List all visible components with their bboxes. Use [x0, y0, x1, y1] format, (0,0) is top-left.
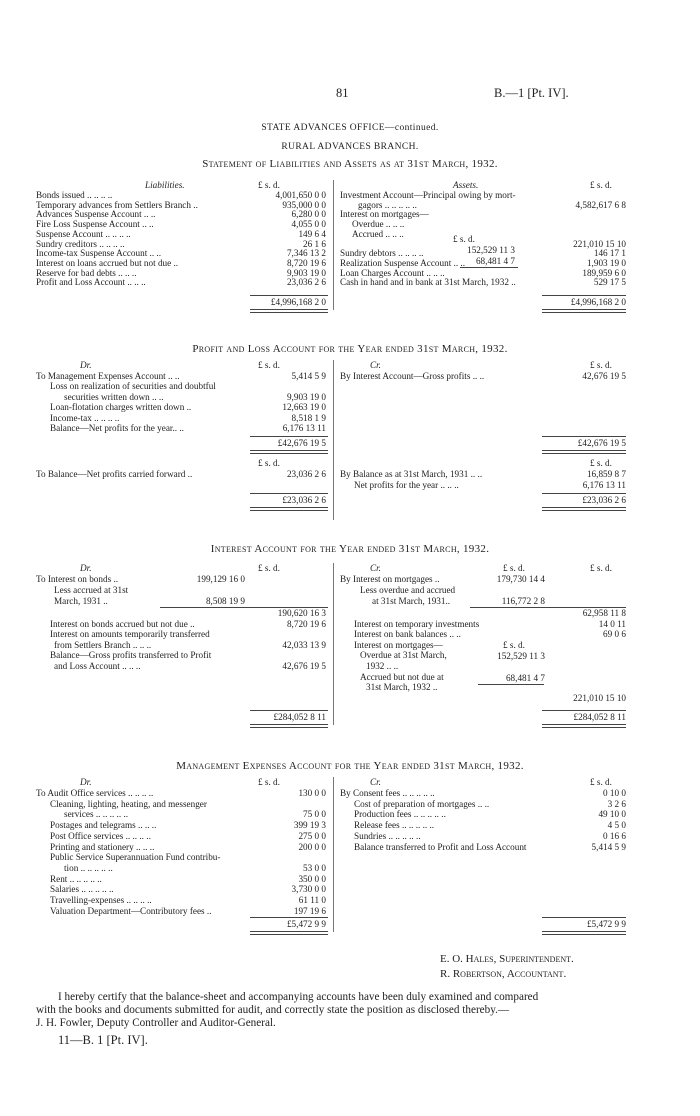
cr-label: Cr. — [370, 777, 381, 787]
ia-credit-row-label: Accrued but not due at — [360, 671, 444, 682]
assets-heading: Assets. — [453, 180, 479, 190]
me-debit-row-value: 197 19 6 — [293, 905, 326, 916]
me-credit-row-label: Release fees .. .. .. .. .. — [354, 820, 435, 831]
lsd-header: £ s. d. — [590, 777, 612, 787]
pl-debit-row-label: Balance—Net profits for the year.. .. — [50, 423, 184, 433]
liability-row-label: Bonds issued .. .. .. .. — [36, 190, 113, 200]
ia-cr-less-value: 116,772 2 8 — [501, 596, 545, 606]
me-debit-row-label: To Audit Office services .. .. .. .. — [36, 788, 154, 798]
ia-debit-row-label: Balance—Gross profits transferred to Profit — [50, 650, 212, 661]
double-rule — [542, 931, 626, 935]
liability-row-label: Interest on loans accrued but not due .. — [36, 257, 179, 268]
double-rule — [250, 507, 328, 511]
ia-credit-row-value: 62,958 11 8 — [582, 608, 626, 618]
signature-accountant: R. Robertson, Accountant. — [440, 968, 567, 980]
ia-debit-row-value: 190,620 16 3 — [277, 608, 326, 618]
pl-debit-row-value: 6,176 13 11 — [282, 423, 326, 433]
pl-credit2-row-label: By Balance as at 31st March, 1931 .. .. — [340, 469, 483, 479]
asset-row-value: 146 17 1 — [593, 248, 626, 259]
lsd-header: £ s. d. — [258, 777, 280, 787]
ia-cr-less-label-2: at 31st March, 1931.. — [372, 596, 451, 606]
asset-row-label: Overdue .. .. .. — [352, 219, 405, 230]
pl-debit-row-value: 8,518 1 9 — [291, 412, 326, 423]
pl-credit2-row-value: 16,859 8 7 — [586, 469, 626, 479]
interest-accrued-value: 68,481 4 7 — [475, 256, 515, 266]
ia-credit-row-label: Overdue at 31st March, — [360, 650, 447, 661]
double-rule — [542, 724, 626, 728]
ia-cr-less-label: Less overdue and accrued — [360, 585, 456, 595]
dr-label: Dr. — [80, 777, 92, 787]
asset-row-label: Realization Suspense Account .. .. — [340, 257, 466, 268]
assets-total: £4,996,168 2 0 — [570, 297, 626, 307]
me-debit-row-label: Public Service Superannuation Fund contribu- — [50, 852, 221, 863]
me-debit-row-value: 200 0 0 — [298, 841, 326, 852]
ia-debit-row-value: 42,676 19 5 — [282, 661, 326, 671]
pl-credit-row-label: By Interest Account—Gross profits .. .. — [340, 371, 485, 381]
liability-row-label: Fire Loss Suspense Account .. .. — [36, 219, 154, 230]
asset-row-label: Sundry debtors .. .. .. .. — [340, 248, 424, 259]
me-credit-row-value: 5,414 5 9 — [591, 841, 626, 852]
ia-sub-lsd: £ s. d. — [503, 640, 525, 650]
ia-credit-total: £284,052 8 11 — [573, 712, 626, 722]
me-credit-row-label: Balance transferred to Profit and Loss Account — [354, 841, 527, 852]
certificate-line-1: I hereby certify that the balance-sheet and accompanying accounts have been duly examined and compared — [58, 991, 539, 1003]
me-debit-row-label: Printing and stationery .. .. .. — [50, 841, 155, 852]
pl-debit2-label: To Balance—Net profits carried forward .. — [36, 469, 193, 479]
interest-sub-lsd: £ s. d. — [453, 234, 475, 244]
total-rule — [250, 295, 328, 296]
liability-row-label: Advances Suspense Account .. .. — [36, 209, 156, 220]
me-credit-row-value: 0 10 0 — [603, 788, 626, 798]
asset-row-value: 4,582,617 6 8 — [575, 199, 626, 210]
liabilities-heading: Liabilities. — [145, 180, 185, 190]
me-debit-row-label: Cleaning, lighting, heating, and messenger — [50, 798, 207, 809]
liability-row-value: 26 1 6 — [303, 238, 326, 249]
me-debit-row-label: tion .. .. .. .. .. — [64, 862, 113, 873]
balance-sheet-title: Statement of Liabilities and Assets as at 31st March, 1932. — [202, 158, 498, 170]
ia-credit-row-label: Interest on bank balances .. .. — [354, 629, 461, 640]
me-debit-row-label: Travelling-expenses .. .. .. .. — [50, 895, 152, 905]
lsd-header: £ s. d. — [258, 360, 280, 370]
pl-credit-total-2: £23,036 2 6 — [582, 495, 626, 505]
liability-row-value: 6,280 0 0 — [291, 209, 326, 220]
asset-row-value: 1,903 19 0 — [586, 257, 626, 268]
asset-row-label: Cash in hand and in bank at 31st March, 1932 .. — [340, 277, 516, 288]
certificate-line-2: with the books and documents submitted for audit, and correctly state the position as disclosed thereby.— — [36, 1004, 510, 1016]
total-rule — [250, 493, 328, 494]
lsd-header: £ s. d. — [590, 458, 612, 468]
double-rule — [250, 309, 328, 313]
dr-label: Dr. — [80, 563, 92, 573]
me-credit-row-value: 49 10 0 — [598, 809, 626, 820]
subtotal-rule — [460, 267, 518, 268]
me-debit-row-value: 75 0 0 — [303, 809, 326, 820]
ia-credit-row-value: 69 0 6 — [603, 629, 626, 640]
pl-debit-row-label: securities written down .. .. — [64, 391, 164, 402]
pl-debit-total-2: £23,036 2 6 — [282, 495, 326, 505]
total-rule — [542, 436, 626, 437]
total-rule — [542, 710, 626, 711]
pl-credit-row-value: 42,676 19 5 — [582, 371, 626, 381]
liability-row-value: 149 6 4 — [298, 228, 326, 239]
ia-credit-row-label: Interest on mortgages— — [354, 639, 443, 650]
me-debit-row-label: Salaries .. .. .. .. .. — [50, 884, 114, 895]
me-debit-row-label: Post Office services .. .. .. .. — [50, 830, 151, 841]
double-rule — [542, 309, 626, 313]
me-credit-row-value: 4 5 0 — [607, 820, 626, 831]
ia-less-value: 8,508 19 9 — [205, 596, 245, 606]
pl-debit-row-label: Loan-flotation charges written down .. — [50, 402, 192, 413]
lsd-header: £ s. d. — [590, 360, 612, 370]
asset-row-label: Investment Account—Principal owing by mort- — [340, 190, 516, 200]
ia-debit-row-value: 8,720 19 6 — [286, 618, 326, 629]
column-divider — [333, 777, 334, 932]
double-rule — [542, 507, 626, 511]
me-credit-row-label: By Consent fees .. .. .. .. .. — [340, 788, 435, 798]
ia-debit-row-label: Interest on amounts temporarily transferred — [50, 629, 210, 640]
pl-debit-row-label: To Management Expenses Account .. .. — [36, 371, 180, 381]
me-credit-row-value: 0 16 6 — [603, 830, 626, 841]
ia-accrued-value: 68,481 4 7 — [505, 673, 545, 683]
liability-row-label: Sundry creditors .. .. .. .. — [36, 238, 125, 249]
me-debit-row-value: 130 0 0 — [298, 788, 326, 798]
profit-loss-title: Profit and Loss Account for the Year ended 31st March, 1932. — [192, 343, 508, 355]
me-credit-total: £5,472 9 9 — [586, 919, 626, 929]
pl-debit-row-label: Income-tax .. .. .. .. — [50, 412, 120, 423]
ia-debit-row-label: and Loss Account .. .. .. — [54, 661, 141, 671]
ia-debit-total: £284,052 8 11 — [273, 712, 326, 722]
interest-overdue-value: 152,529 11 3 — [467, 245, 515, 255]
liability-row-value: 23,036 2 6 — [286, 277, 326, 288]
ia-debit-row-label: from Settlers Branch .. .. .. — [54, 639, 152, 650]
double-rule — [542, 450, 626, 454]
ia-bonds-value: 199,129 16 0 — [196, 574, 245, 584]
page-footer: 11—B. 1 [Pt. IV]. — [58, 1033, 148, 1047]
ia-debit-row-value: 42,033 13 9 — [282, 639, 326, 650]
subtotal-rule — [478, 684, 544, 685]
pl-debit-total: £42,676 19 5 — [277, 438, 326, 448]
total-rule — [250, 917, 328, 918]
me-credit-row-label: Sundries .. .. .. .. .. — [354, 830, 421, 841]
lsd-header: £ s. d. — [258, 458, 280, 468]
pl-debit-row-value: 9,903 19 0 — [286, 391, 326, 402]
me-debit-row-value: 350 0 0 — [298, 873, 326, 884]
asset-row-label: Interest on mortgages— — [340, 209, 429, 220]
me-debit-row-value: 53 0 0 — [303, 862, 326, 873]
office-heading: STATE ADVANCES OFFICE—continued. — [261, 123, 439, 133]
cr-label: Cr. — [370, 563, 381, 573]
asset-row-label: Loan Charges Account .. .. .. — [340, 267, 445, 278]
column-divider — [333, 360, 334, 520]
asset-row-value: 221,010 15 10 — [573, 238, 626, 249]
me-credit-row-value: 3 2 6 — [607, 798, 626, 809]
me-credit-row-label: Production fees .. .. .. .. .. — [354, 809, 446, 820]
lsd-header: £ s. d. — [590, 563, 612, 573]
liability-row-label: Temporary advances from Settlers Branch .. — [36, 199, 198, 210]
total-rule — [542, 295, 626, 296]
double-rule — [250, 724, 328, 728]
me-credit-row-label: Cost of preparation of mortgages .. .. — [354, 798, 490, 809]
column-divider — [333, 180, 334, 310]
double-rule — [250, 931, 328, 935]
management-expenses-title: Management Expenses Account for the Year ended 31st March, 1932. — [176, 760, 524, 772]
page-number: 81 — [336, 86, 349, 100]
me-debit-row-label: Valuation Department—Contributory fees .. — [50, 905, 212, 916]
ia-credit-row-label: Interest on temporary investments — [354, 618, 480, 629]
pl-debit-row-label: Loss on realization of securities and doubtful — [50, 381, 216, 392]
me-debit-total: £5,472 9 9 — [286, 919, 326, 929]
signature-superintendent: E. O. Hales, Superintendent. — [440, 953, 574, 965]
ia-credit-row-label: 31st March, 1932 .. — [366, 682, 438, 693]
column-divider — [333, 563, 334, 725]
liability-row-label: Income-tax Suspense Account .. .. — [36, 248, 162, 259]
cr-label: Cr. — [370, 360, 381, 370]
pl-credit-total: £42,676 19 5 — [577, 438, 626, 448]
document-reference: B.—1 [Pt. IV]. — [494, 86, 569, 100]
ia-credit-row-value: 221,010 15 10 — [573, 692, 626, 703]
liability-row-value: 935,000 0 0 — [282, 199, 326, 210]
liability-row-value: 9,903 19 0 — [286, 267, 326, 278]
interest-account-title: Interest Account for the Year ended 31st March, 1932. — [210, 543, 490, 555]
pl-debit2-value: 23,036 2 6 — [286, 469, 326, 479]
ia-credit-row-value: 14 0 11 — [598, 618, 626, 629]
liability-row-label: Profit and Loss Account .. .. .. — [36, 277, 146, 288]
me-debit-row-label: services .. .. .. .. .. — [64, 809, 129, 820]
liability-row-value: 8,720 19 6 — [286, 257, 326, 268]
asset-row-label: Accrued .. .. .. — [352, 228, 404, 239]
total-rule — [542, 493, 626, 494]
liability-row-value: 4,055 0 0 — [291, 219, 326, 230]
branch-heading: RURAL ADVANCES BRANCH. — [281, 142, 419, 152]
pl-credit2-row-label: Net profits for the year .. .. .. — [354, 480, 459, 490]
me-debit-row-value: 275 0 0 — [298, 830, 326, 841]
lsd-header: £ s. d. — [590, 180, 612, 190]
total-rule — [250, 436, 328, 437]
pl-debit-row-value: 5,414 5 9 — [291, 371, 326, 381]
total-rule — [542, 917, 626, 918]
asset-row-label: gagors .. .. .. .. .. — [358, 199, 417, 210]
liabilities-total: £4,996,168 2 0 — [270, 297, 326, 307]
liability-row-value: 7,346 13 2 — [286, 248, 326, 259]
pl-credit2-row-value: 6,176 13 11 — [582, 480, 626, 490]
certificate-line-3: J. H. Fowler, Deputy Controller and Auditor-General. — [36, 1017, 276, 1029]
me-debit-row-value: 399 19 3 — [293, 820, 326, 831]
me-debit-row-label: Postages and telegrams .. .. .. — [50, 820, 157, 831]
liability-row-label: Suspense Account .. .. .. .. — [36, 228, 131, 239]
asset-row-value: 529 17 5 — [593, 277, 626, 288]
liability-row-value: 4,001,650 0 0 — [275, 190, 326, 200]
lsd-header: £ s. d. — [258, 563, 280, 573]
liability-row-label: Reserve for bad debts .. .. .. — [36, 267, 137, 278]
me-debit-row-label: Rent .. .. .. .. .. — [50, 873, 102, 884]
lsd-header: £ s. d. — [503, 563, 525, 573]
me-debit-row-value: 61 11 0 — [298, 895, 326, 905]
ia-mortgages-label: By Interest on mortgages .. — [340, 574, 440, 584]
ia-overdue-value: 152,529 11 3 — [497, 651, 545, 661]
ia-less-label: Less accrued at 31st — [54, 585, 129, 595]
ia-debit-row-label: Interest on bonds accrued but not due .. — [50, 618, 195, 629]
ia-less-label-2: March, 1931 .. — [54, 596, 108, 606]
pl-debit-row-value: 12,663 19 0 — [282, 402, 326, 413]
ia-credit-row-label: 1932 .. .. — [366, 661, 399, 671]
ia-mortgages-value: 179,730 14 4 — [496, 574, 545, 584]
dr-label: Dr. — [80, 360, 92, 370]
lsd-header: £ s. d. — [258, 180, 280, 190]
total-rule — [250, 710, 328, 711]
double-rule — [250, 450, 328, 454]
asset-row-value: 189,959 6 0 — [582, 267, 626, 278]
ia-bonds-label: To Interest on bonds .. — [36, 574, 119, 584]
me-debit-row-value: 3,730 0 0 — [291, 884, 326, 895]
